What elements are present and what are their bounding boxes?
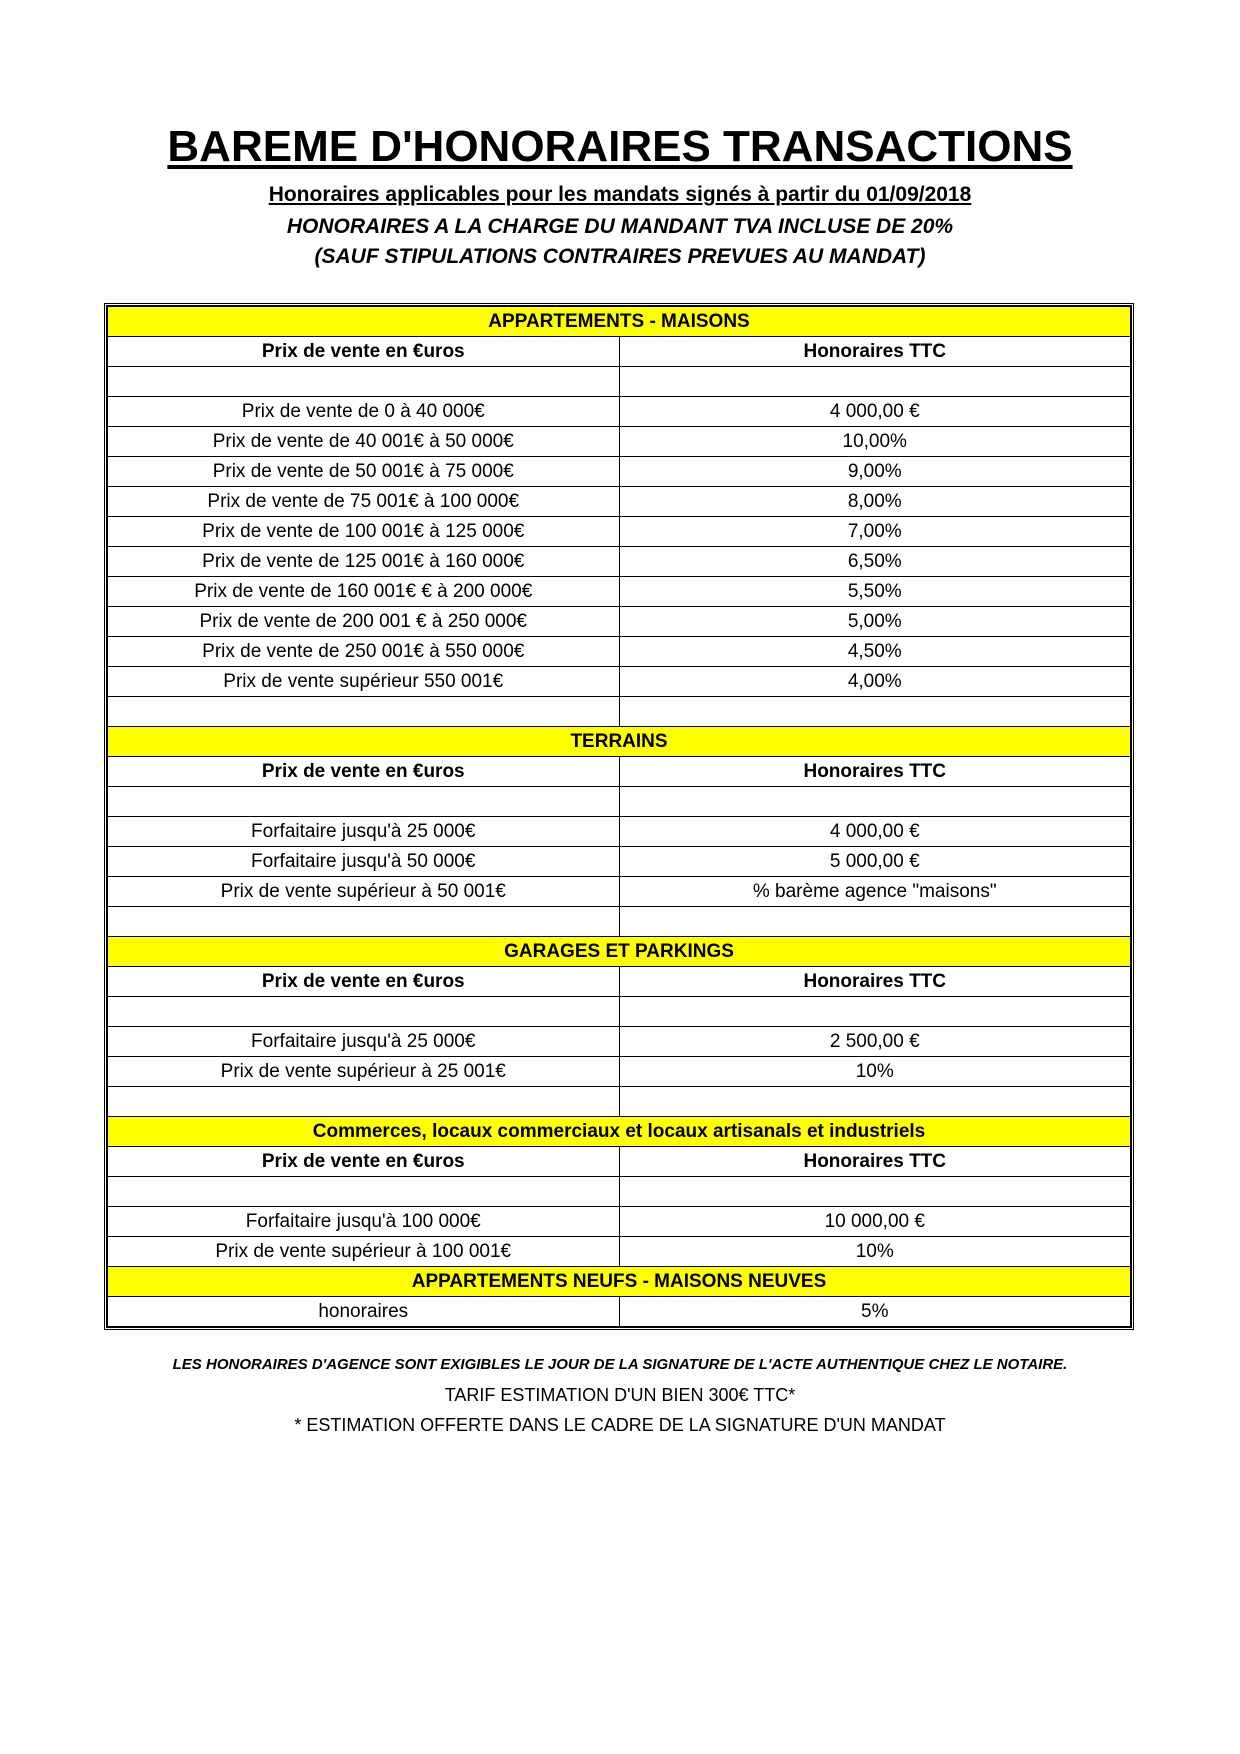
fee-table xyxy=(107,306,1131,1327)
column-header-price: Prix de vente en €uros xyxy=(108,757,620,787)
section-header xyxy=(108,1267,1131,1297)
empty-row xyxy=(108,907,1131,937)
fee-cell: 4 000,00 € xyxy=(619,397,1131,427)
fee-cell: 5 000,00 € xyxy=(619,847,1131,877)
price-cell: Prix de vente supérieur 550 001€ xyxy=(108,667,620,697)
price-cell: Prix de vente supérieur à 100 001€ xyxy=(108,1237,620,1267)
price-cell: Prix de vente de 50 001€ à 75 000€ xyxy=(108,457,620,487)
subtitle-text: Honoraires applicables pour les mandats signés à partir du 01/09/2018 xyxy=(268,183,972,206)
column-header-fee: Honoraires TTC xyxy=(619,337,1131,367)
column-header-fee: Honoraires TTC xyxy=(619,757,1131,787)
column-header-row xyxy=(108,337,1131,367)
column-header-price: Prix de vente en €uros xyxy=(108,967,620,997)
price-cell: Prix de vente de 0 à 40 000€ xyxy=(108,397,620,427)
price-cell: Prix de vente supérieur à 25 001€ xyxy=(108,1057,620,1087)
section-title: TERRAINS xyxy=(108,727,1131,757)
fee-cell: 5,00% xyxy=(619,607,1131,637)
section-title: GARAGES ET PARKINGS xyxy=(108,937,1131,967)
table-row xyxy=(108,427,1131,457)
vat-notice: HONORAIRES A LA CHARGE DU MANDANT TVA INCLUSE DE 20% xyxy=(286,215,954,238)
table-row xyxy=(108,1297,1131,1327)
fee-cell: 6,50% xyxy=(619,547,1131,577)
fee-table-frame xyxy=(104,303,1134,1330)
fee-cell: 2 500,00 € xyxy=(619,1027,1131,1057)
table-row xyxy=(108,1237,1131,1267)
empty-row xyxy=(108,367,1131,397)
table-row xyxy=(108,1207,1131,1237)
empty-row xyxy=(108,697,1131,727)
table-row xyxy=(108,487,1131,517)
column-header-price: Prix de vente en €uros xyxy=(108,337,620,367)
table-row xyxy=(108,817,1131,847)
fee-cell: 8,00% xyxy=(619,487,1131,517)
fee-cell: 9,00% xyxy=(619,457,1131,487)
fee-cell: 10% xyxy=(619,1237,1131,1267)
column-header-fee: Honoraires TTC xyxy=(619,967,1131,997)
estimation-footnote: * ESTIMATION OFFERTE DANS LE CADRE DE LA SIGNATURE D'UN MANDAT xyxy=(294,1415,946,1435)
fee-cell: 4,00% xyxy=(619,667,1131,697)
price-cell: Prix de vente de 125 001€ à 160 000€ xyxy=(108,547,620,577)
section-header xyxy=(108,937,1131,967)
table-row xyxy=(108,1027,1131,1057)
section-header xyxy=(108,307,1131,337)
table-row xyxy=(108,397,1131,427)
empty-row xyxy=(108,1087,1131,1117)
column-header-fee: Honoraires TTC xyxy=(619,1147,1131,1177)
table-row xyxy=(108,517,1131,547)
fee-cell: 5% xyxy=(619,1297,1131,1327)
table-row xyxy=(108,1057,1131,1087)
column-header-price: Prix de vente en €uros xyxy=(108,1147,620,1177)
payment-notice: LES HONORAIRES D'AGENCE SONT EXIGIBLES LE JOUR DE LA SIGNATURE DE L'ACTE AUTHENTIQUE CHEZ LE NOTAIRE. xyxy=(172,1356,1068,1373)
subtitle xyxy=(0,182,1240,208)
price-cell: Prix de vente supérieur à 50 001€ xyxy=(108,877,620,907)
price-cell: Prix de vente de 250 001€ à 550 000€ xyxy=(108,637,620,667)
fee-cell: % barème agence "maisons" xyxy=(619,877,1131,907)
fee-cell: 5,50% xyxy=(619,577,1131,607)
price-cell: Prix de vente de 200 001 € à 250 000€ xyxy=(108,607,620,637)
section-title: APPARTEMENTS NEUFS - MAISONS NEUVES xyxy=(108,1267,1131,1297)
mandate-notice: (SAUF STIPULATIONS CONTRAIRES PREVUES AU MANDAT) xyxy=(314,245,926,268)
price-cell: honoraires xyxy=(108,1297,620,1327)
price-cell: Forfaitaire jusqu'à 50 000€ xyxy=(108,847,620,877)
column-header-row xyxy=(108,757,1131,787)
section-title: APPARTEMENTS - MAISONS xyxy=(108,307,1131,337)
section-title: Commerces, locaux commerciaux et locaux artisanals et industriels xyxy=(108,1117,1131,1147)
empty-row xyxy=(108,1177,1131,1207)
price-cell: Forfaitaire jusqu'à 25 000€ xyxy=(108,817,620,847)
page-title xyxy=(0,120,1240,174)
price-cell: Prix de vente de 160 001€ € à 200 000€ xyxy=(108,577,620,607)
price-cell: Prix de vente de 75 001€ à 100 000€ xyxy=(108,487,620,517)
column-header-row xyxy=(108,1147,1131,1177)
estimation-price: TARIF ESTIMATION D'UN BIEN 300€ TTC* xyxy=(444,1385,796,1405)
fee-cell: 10 000,00 € xyxy=(619,1207,1131,1237)
empty-row xyxy=(108,787,1131,817)
page-title-text: BAREME D'HONORAIRES TRANSACTIONS xyxy=(167,122,1073,171)
table-row xyxy=(108,847,1131,877)
table-row xyxy=(108,547,1131,577)
table-row xyxy=(108,637,1131,667)
table-row xyxy=(108,667,1131,697)
price-cell: Prix de vente de 40 001€ à 50 000€ xyxy=(108,427,620,457)
table-row xyxy=(108,457,1131,487)
table-row xyxy=(108,877,1131,907)
fee-cell: 10% xyxy=(619,1057,1131,1087)
fee-cell: 7,00% xyxy=(619,517,1131,547)
section-header xyxy=(108,1117,1131,1147)
price-cell: Prix de vente de 100 001€ à 125 000€ xyxy=(108,517,620,547)
price-cell: Forfaitaire jusqu'à 25 000€ xyxy=(108,1027,620,1057)
column-header-row xyxy=(108,967,1131,997)
table-row xyxy=(108,577,1131,607)
table-row xyxy=(108,607,1131,637)
fee-cell: 4 000,00 € xyxy=(619,817,1131,847)
price-cell: Forfaitaire jusqu'à 100 000€ xyxy=(108,1207,620,1237)
fee-cell: 10,00% xyxy=(619,427,1131,457)
section-header xyxy=(108,727,1131,757)
empty-row xyxy=(108,997,1131,1027)
fee-cell: 4,50% xyxy=(619,637,1131,667)
